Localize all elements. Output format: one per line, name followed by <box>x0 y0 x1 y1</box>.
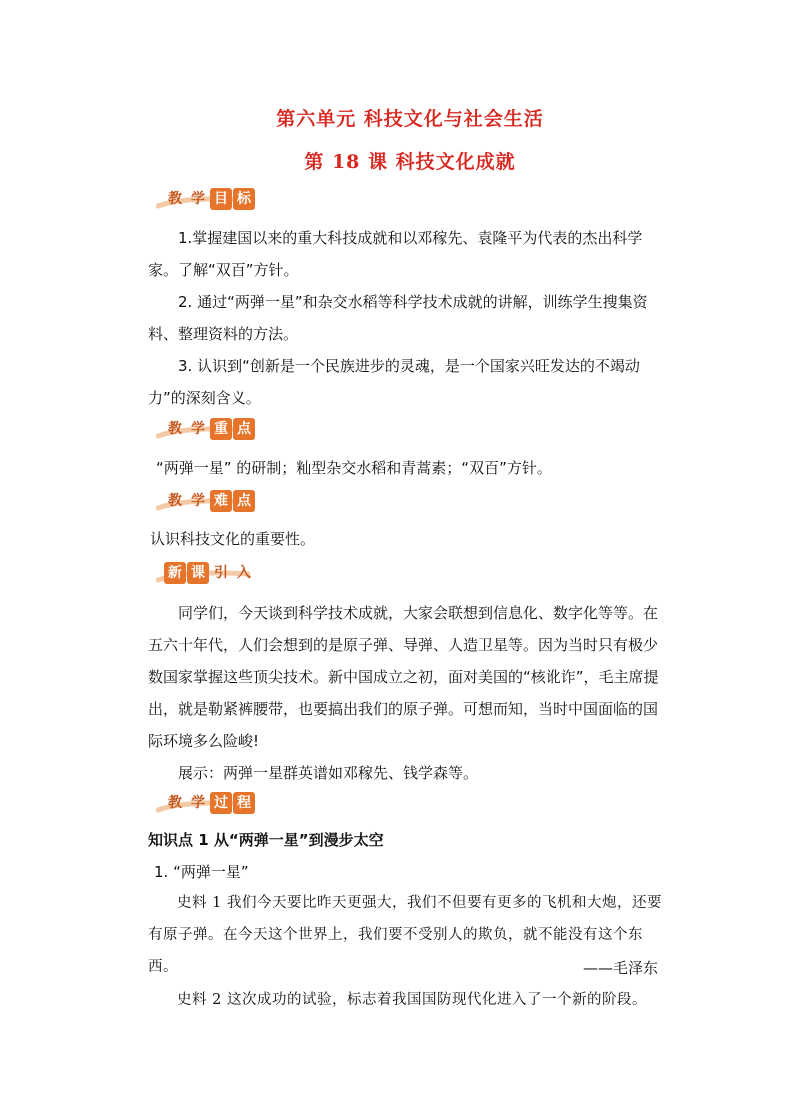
badge-char: 学 <box>191 421 205 437</box>
badge-intro <box>164 562 256 584</box>
objective-item-3: 3. 认识到“创新是一个民族进步的灵魂，是一个国家兴旺发达的不竭动力”的深刻含义。 <box>148 357 640 407</box>
badge-char: 目 <box>210 188 232 210</box>
badge-objectives <box>164 188 256 210</box>
intro-paragraph: 同学们，今天谈到科学技术成就，大家会联想到信息化、数字化等等。在五六十年代，人们会想到的是原子弹、导弹、人造卫星等。因为当时只有极少数国家掌握这些顶尖技术。新中国成立之初，面对美国的“核讹诈”，毛主席提出，就是勒紧裤腰带，也要搞出我们的原子弹。可想而知，当时中国面临的国际环境多么险峻! <box>148 604 659 750</box>
badge-char: 学 <box>191 191 205 207</box>
objective-item-2: 2. 通过“两弹一星”和杂交水稻等科学技术成就的讲解，训练学生搜集资料、整理资料的方法。 <box>148 293 648 343</box>
badge-process <box>164 792 256 814</box>
badge-difficulties <box>164 490 256 512</box>
historical-source-1: 史料 1 我们今天要比昨天更强大，我们不但要有更多的飞机和大炮，还要有原子弹。在今天这个世界上，我们要不受别人的欺负，就不能没有这个东西。 <box>148 895 662 975</box>
badge-char: 教 <box>168 795 182 811</box>
key-points-text: “两弹一星” 的研制；籼型杂交水稻和青蒿素；“双百”方针。 <box>156 459 552 477</box>
intro-display-note: 展示：两弹一星群英谱如邓稼先、钱学森等。 <box>178 764 479 782</box>
source-1-attribution: ——毛泽东 <box>582 959 658 977</box>
knowledge-point-heading: 知识点 1 从“两弹一星”到漫步太空 <box>148 831 384 849</box>
lesson-title: 第 18 课 科技文化成就 <box>304 151 516 173</box>
badge-char: 点 <box>233 418 255 440</box>
badge-char: 点 <box>233 490 255 512</box>
badge-char: 学 <box>191 795 205 811</box>
badge-char: 难 <box>210 490 232 512</box>
badge-char: 教 <box>168 493 182 509</box>
difficulties-text: 认识科技文化的重要性。 <box>150 530 316 548</box>
subsection-heading: 1. “两弹一星” <box>154 863 249 881</box>
badge-char: 程 <box>233 792 255 814</box>
objective-item-1: 1.掌握建国以来的重大科技成就和以邓稼先、袁隆平为代表的杰出科学家。了解“双百”方针。 <box>148 229 643 279</box>
historical-source-2: 史料 2 这次成功的试验，标志着我国国防现代化进入了一个新的阶段。 <box>177 992 647 1008</box>
badge-char: 重 <box>210 418 232 440</box>
unit-title: 第六单元 科技文化与社会生活 <box>276 108 544 130</box>
badge-char: 标 <box>233 188 255 210</box>
badge-char: 入 <box>237 565 251 581</box>
badge-key-points <box>164 418 256 440</box>
badge-char: 教 <box>168 191 182 207</box>
badge-char: 新 <box>164 562 186 584</box>
badge-char: 过 <box>210 792 232 814</box>
badge-char: 教 <box>168 421 182 437</box>
badge-char: 学 <box>191 493 205 509</box>
badge-char: 引 <box>214 565 228 581</box>
badge-char: 课 <box>187 562 209 584</box>
